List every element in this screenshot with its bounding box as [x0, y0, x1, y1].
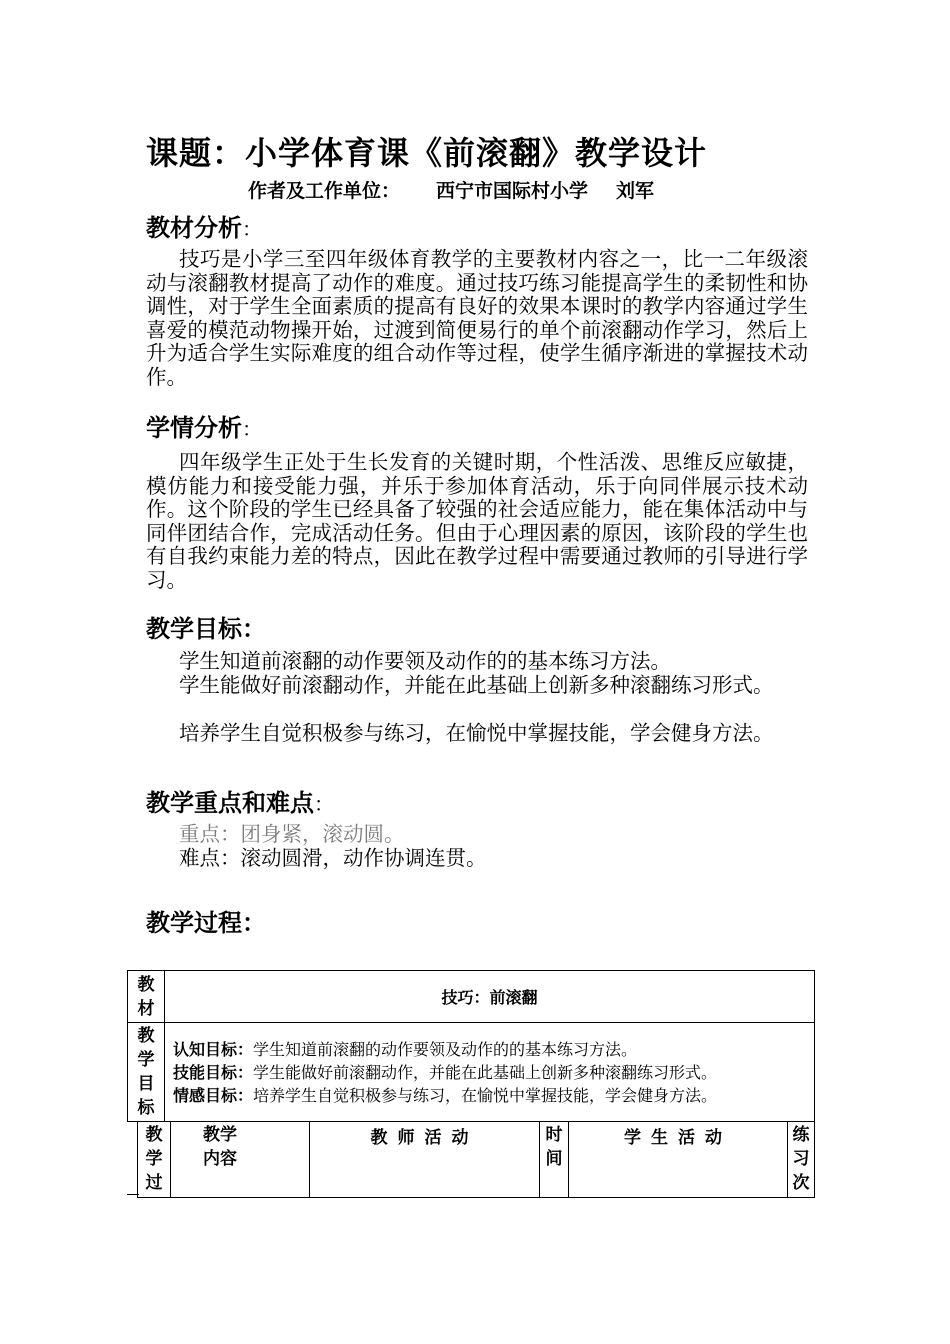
cell-material-label: 教 材: [128, 971, 165, 1023]
header-process: 教 学 过: [138, 1121, 171, 1198]
table-row-process-header: [138, 1121, 815, 1198]
key-point-text: 重点：团身紧，滚动圆。: [179, 822, 405, 846]
table-row-goals: [128, 1023, 815, 1122]
heading-key-difficulty: 教学重点和难点：: [146, 789, 334, 817]
cell-material-content: 技巧：前滚翻: [165, 971, 815, 1023]
goal-cognitive: 认知目标：学生知道前滚翻的动作要领及动作的的基本练习方法。: [173, 1039, 638, 1059]
table-border-stub: [127, 1194, 139, 1195]
header-student-activity: 学生活动: [569, 1121, 788, 1198]
author-name: 刘军: [616, 180, 655, 202]
heading-material-analysis: 教材分析：: [146, 214, 262, 242]
lesson-plan-table: [127, 970, 815, 1122]
author-label: 作者及工作单位：: [248, 180, 401, 202]
goal-affective: 情感目标：培养学生自觉积极参与练习，在愉悦中掌握技能，学会健身方法。: [173, 1085, 718, 1105]
heading-teaching-goals: 教学目标：: [146, 615, 266, 643]
goal-item-2: 学生能做好前滚翻动作，并能在此基础上创新多种滚翻练习形式。: [179, 673, 774, 697]
cell-goals-content: [165, 1023, 815, 1122]
author-school: 西宁市国际村小学: [436, 180, 589, 202]
header-content: 教学 内容: [171, 1121, 310, 1198]
header-practice-times: 练 习 次: [788, 1121, 815, 1198]
table-row-material: [128, 971, 815, 1023]
process-header-table: [137, 1121, 815, 1198]
author-line: [248, 176, 654, 203]
goal-item-1: 学生知道前滚翻的动作要领及动作的的基本练习方法。: [179, 649, 671, 673]
header-time: 时 间: [540, 1121, 569, 1198]
difficulty-point-text: 难点：滚动圆滑，动作协调连贯。: [179, 846, 487, 870]
goal-skill: 技能目标：学生能做好前滚翻动作，并能在此基础上创新多种滚翻练习形式。: [173, 1062, 718, 1082]
material-analysis-text: 技巧是小学三至四年级体育教学的主要教材内容之一，比一二年级滚动与滚翻教材提高了动作的难度。通过技巧练习能提高学生的柔韧性和协调性，对于学生全面素质的提高有良好的效果本课时的教学内容通过学生喜爱的模范动物操开始，过渡到简便易行的单个前滚翻动作学习，然后上升为适合学生实际难度的组合动作等过程，使学生循序渐进的掌握技术动作。: [146, 247, 808, 389]
heading-student-analysis: 学情分析：: [146, 414, 262, 442]
header-teacher-activity: 教师活动: [310, 1121, 540, 1198]
cell-goals-label: 教 学 目 标: [128, 1023, 165, 1122]
page-title: 课题：小学体育课《前滚翻》教学设计: [146, 134, 708, 172]
student-analysis-text: 四年级学生正处于生长发育的关键时期，个性活泼、思维反应敏捷，模仿能力和接受能力强，并乐于参加体育活动，乐于向同伴展示技术动作。这个阶段的学生已经具备了较强的社会适应能力，能在集体活动中与同伴团结合作，完成活动任务。但由于心理因素的原因，该阶段的学生也有自我约束能力差的特点，因此在教学过程中需要通过教师的引导进行学习。: [146, 450, 808, 592]
heading-teaching-process: 教学过程：: [146, 909, 266, 937]
goal-item-3: 培养学生自觉积极参与练习，在愉悦中掌握技能，学会健身方法。: [179, 721, 774, 745]
